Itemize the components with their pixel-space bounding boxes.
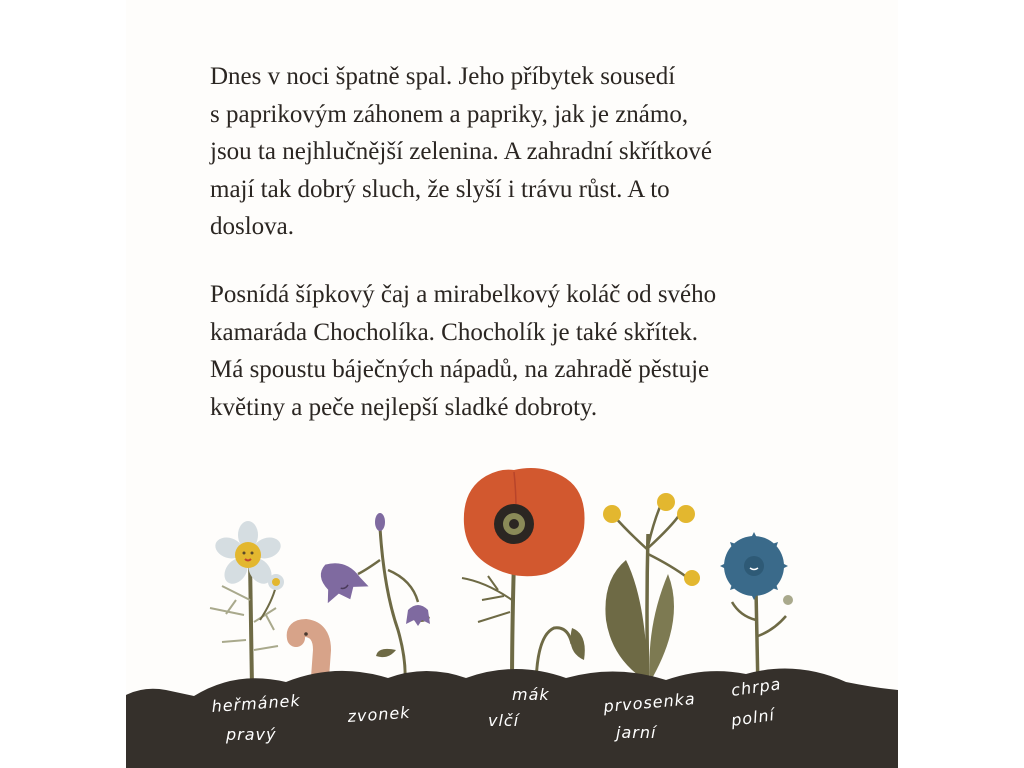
text-line: mají tak dobrý sluch, že slyší i trávu růst. A to (210, 175, 670, 203)
text-line: s paprikovým záhonem a papriky, jak je známo, (210, 100, 689, 128)
label-poppy-line-2: vlčí (488, 711, 520, 730)
label-cornflower-line-2: polní (729, 705, 777, 730)
text-line: jsou ta nejhlučnější zelenina. A zahradní skřítkové (210, 138, 712, 165)
cornflower-plant (720, 532, 793, 690)
bellflower-bloom-small (406, 605, 430, 626)
label-cornflower-line-1: chrpa (729, 674, 783, 700)
flower-illustration (126, 450, 898, 768)
chamomile-plant (210, 521, 284, 688)
poppy-flower (464, 468, 585, 576)
paragraph-1 (210, 58, 850, 246)
label-bellflower: zvonek (346, 702, 412, 726)
label-chamomile-line-2: pravý (226, 725, 277, 744)
primrose-plant (603, 493, 700, 690)
poppy-plant (462, 468, 585, 690)
text-line: doslova. (210, 213, 295, 240)
text-line: kamaráda Chocholíka. Chocholík je také skřítek. (210, 318, 699, 346)
paragraph-2 (210, 276, 850, 426)
cornflower-bloom (720, 532, 788, 600)
label-poppy-line-1: mák (512, 685, 550, 704)
text-line: Má spoustu báječných nápadů, na zahradě pěstuje (210, 356, 710, 383)
bellflower-bloom (313, 552, 371, 609)
text-line: květiny a peče nejlepší sladké dobroty. (210, 393, 598, 421)
text-line: Posnídá šípkový čaj a mirabelkový koláč od svého (210, 281, 717, 308)
label-primrose-line-1: prvosenka (602, 689, 697, 716)
bellflower-plant (313, 513, 430, 690)
label-chamomile-line-1: heřmánek (210, 690, 302, 716)
label-primrose-line-2: jarní (616, 723, 657, 742)
text-line: Dnes v noci špatně spal. Jeho příbytek sousedí (210, 63, 676, 90)
